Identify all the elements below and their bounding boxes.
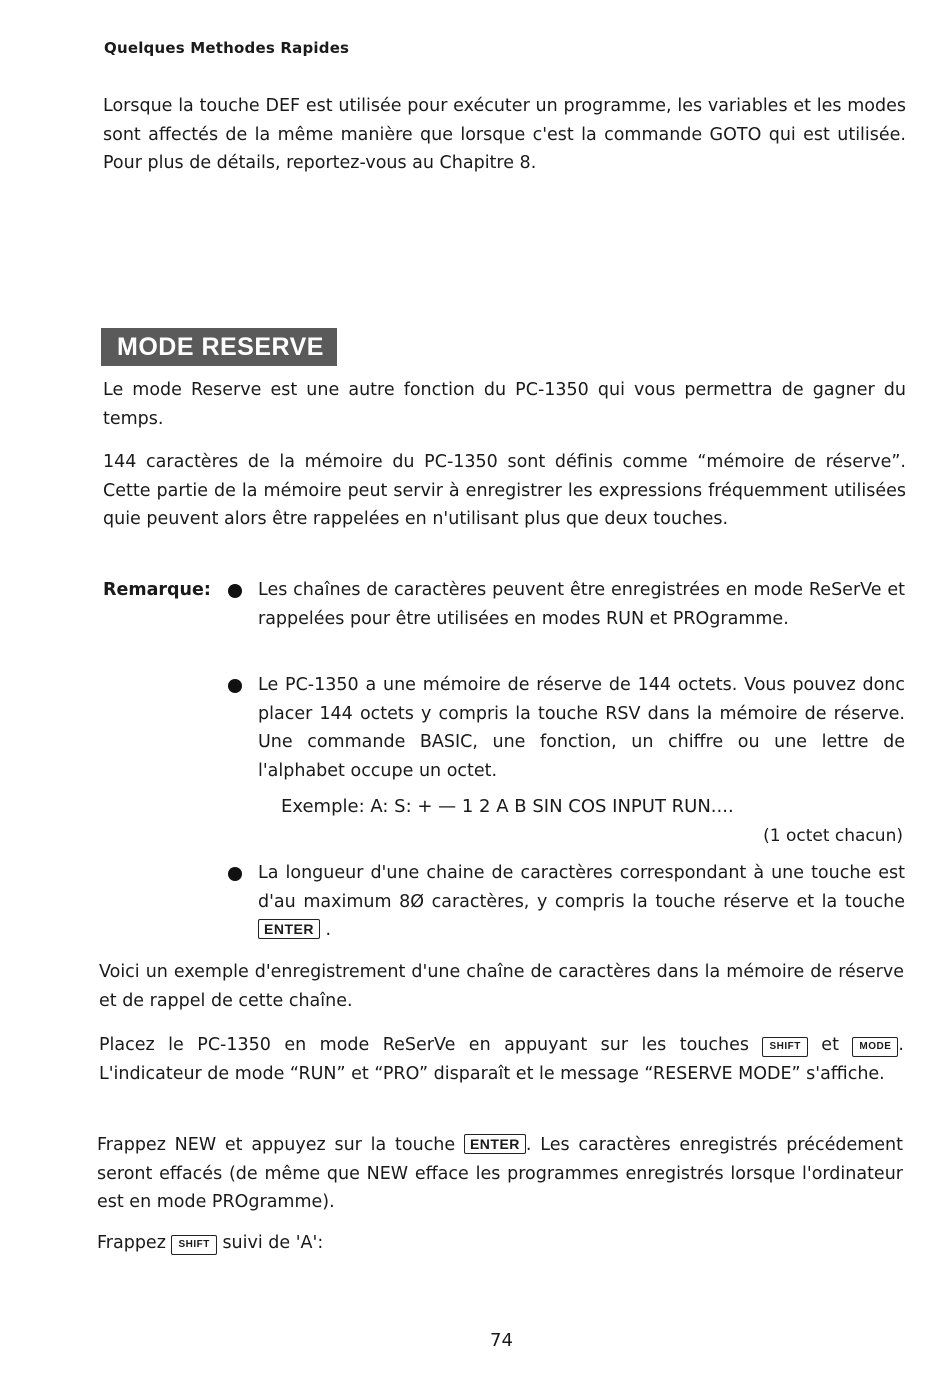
bullet-item-1: Les chaînes de caractères peuvent être enregistrées en mode ReSerVe et rappelées pour être utilisées en modes RUN et PROgramme. bbox=[258, 580, 905, 629]
paragraph-new-command bbox=[97, 1131, 903, 1217]
enter-key-icon-2: ENTER bbox=[464, 1134, 526, 1154]
paragraph-reserve-mode-part1: Placez le PC-1350 en mode ReSerVe en appuyant sur les touches bbox=[99, 1035, 749, 1055]
bullet-dot-3 bbox=[228, 867, 242, 881]
section-heading: MODE RESERVE bbox=[101, 328, 337, 366]
paragraph-shift-a bbox=[97, 1229, 903, 1258]
paragraph-new-command-part1: Frappez NEW et appuyez sur la touche bbox=[97, 1135, 456, 1155]
bullet-dot-2 bbox=[228, 679, 242, 693]
paragraph-shift-a-part2: suivi de 'A': bbox=[222, 1233, 324, 1253]
paragraph-new-command-part2: . Les caractères enregistrés précédement seront effacés (de même que NEW efface les programmes enregistrés lorsque l'ordinateur est en mode PROgramme). bbox=[97, 1135, 903, 1212]
example-note: (1 octet chacun) bbox=[763, 826, 903, 846]
remarque-label: Remarque: bbox=[103, 580, 211, 600]
paragraph-example-intro: Voici un exemple d'enregistrement d'une chaîne de caractères dans la mémoire de réserve et de rappel de cette chaîne. bbox=[99, 962, 904, 1011]
mode-key-icon: MODE bbox=[852, 1037, 898, 1057]
running-head: Quelques Methodes Rapides bbox=[104, 39, 350, 57]
bullet-item-3-text: La longueur d'une chaine de caractères correspondant à une touche est d'au maximum 8Ø caractères, y compris la touche réserve et la touche bbox=[258, 863, 905, 912]
paragraph-reserve-mode bbox=[99, 1031, 904, 1088]
bullet-dot-1 bbox=[228, 584, 242, 598]
bullet-item-2: Le PC-1350 a une mémoire de réserve de 144 octets. Vous pouvez donc placer 144 octets y compris la touche RSV dans la mémoire de réserve. Une commande BASIC, une fonction, un chiffre ou une lettre de l'alphabet occupe un octet. bbox=[258, 675, 905, 781]
example-line: Exemple: A: S: + — 1 2 A B SIN COS INPUT RUN.... bbox=[281, 796, 734, 817]
page-number: 74 bbox=[490, 1330, 513, 1351]
paragraph-reserve-memory: 144 caractères de la mémoire du PC-1350 sont définis comme “mémoire de réserve”. Cette partie de la mémoire peut servir à enregistrer les expressions fréquemment utilisées quie peuvent alors être rappelées en n'utilisant plus que deux touches. bbox=[103, 452, 906, 529]
shift-key-icon: SHIFT bbox=[762, 1037, 807, 1057]
bullet-item-3 bbox=[258, 859, 905, 945]
paragraph-reserve-mode-part2: et bbox=[821, 1035, 839, 1055]
paragraph-reserve-intro: Le mode Reserve est une autre fonction du PC-1350 qui vous permettra de gagner du temps. bbox=[103, 380, 906, 429]
intro-paragraph: Lorsque la touche DEF est utilisée pour exécuter un programme, les variables et les modes sont affectés de la même manière que lorsque c'est la commande GOTO qui est utilisée. Pour plus de détails, reportez-vous au Chapitre 8. bbox=[103, 96, 906, 173]
paragraph-reserve-mode-part3: . L'indicateur de mode “RUN” et “PRO” disparaît et le message “RESERVE MODE” s'affiche. bbox=[99, 1035, 904, 1084]
enter-key-icon: ENTER bbox=[258, 919, 320, 939]
paragraph-shift-a-part1: Frappez bbox=[97, 1233, 166, 1253]
bullet-item-3-end: . bbox=[325, 920, 332, 940]
shift-key-icon-2: SHIFT bbox=[171, 1235, 216, 1255]
